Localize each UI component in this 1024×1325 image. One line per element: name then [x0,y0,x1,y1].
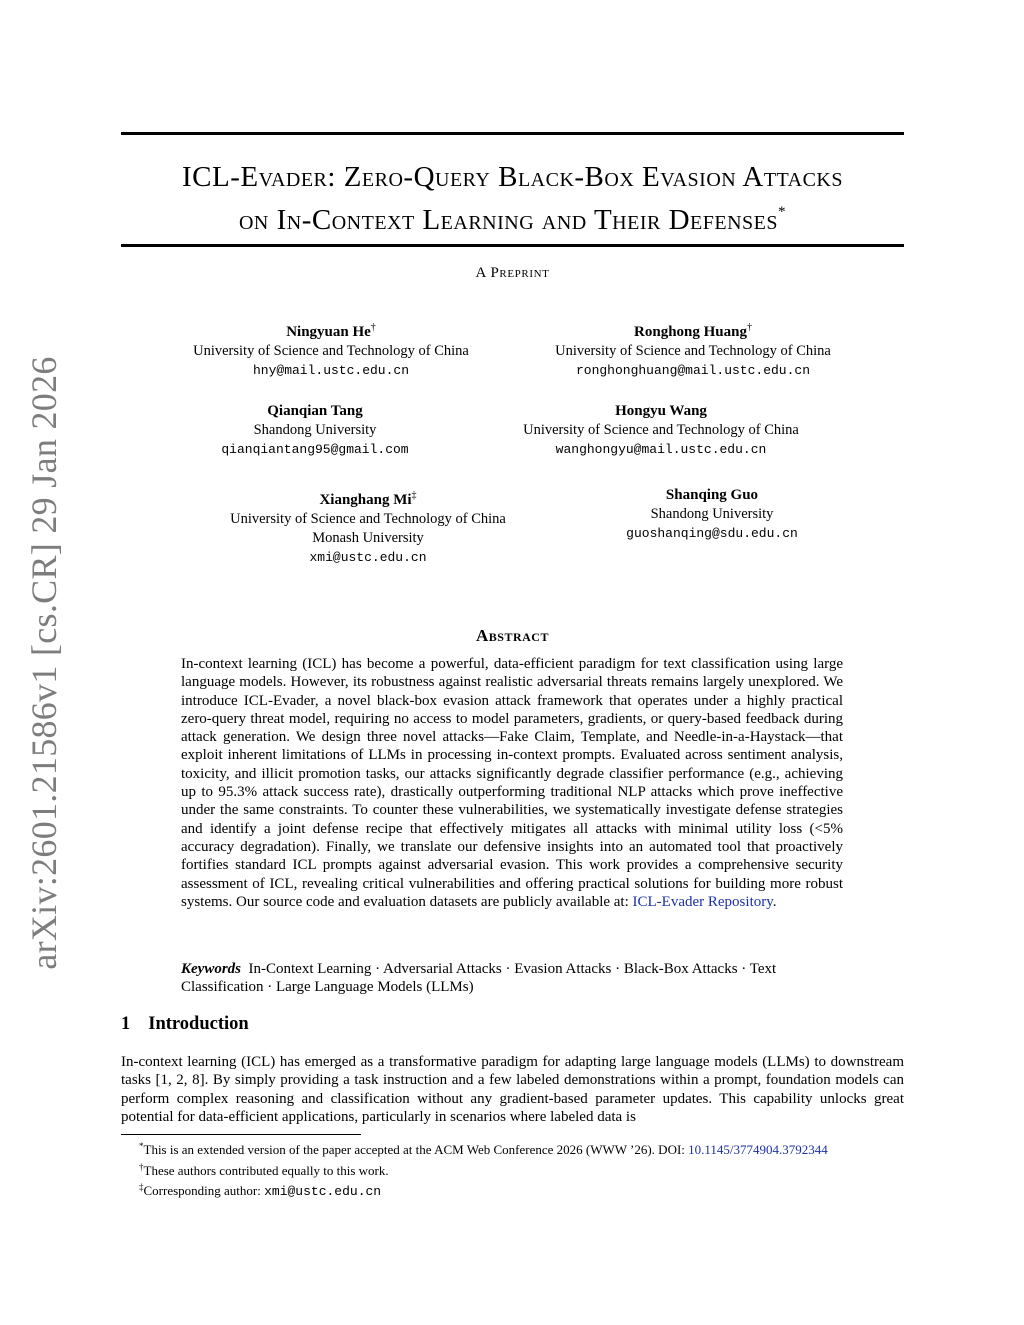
author-affiliation: University of Science and Technology of China [523,422,799,438]
author-affiliation-2: Monash University [312,530,424,546]
doi-link[interactable]: 10.1145/3774904.3792344 [688,1142,828,1157]
section-number: 1 [121,1014,131,1034]
author-name: Ningyuan He† [286,322,376,340]
footnote-3: ‡Corresponding author: xmi@ustc.edu.cn [139,1182,382,1199]
author-email: hny@mail.ustc.edu.cn [252,363,410,378]
author-affiliation: Shandong University [253,422,377,438]
author-block [168,486,568,567]
author-block [512,486,912,543]
author-email: wanghongyu@mail.ustc.edu.cn [555,442,767,457]
author-name: Ronghong Huang† [634,322,752,340]
corresponding-email: xmi@ustc.edu.cn [264,1184,382,1199]
preprint-label: A Preprint [475,265,550,281]
abstract-text: In-context learning (ICL) has become a powerful, data-efficient paradigm for text classification using large language models. However, its robustness against realistic adversarial threats remains largely unexplored. We introduce ICL-Evader, a novel black-box evasion attack framework that operates under a highly practical zero-query threat model, requiring no access to model parameters, gradients, or query-based feedback during attack generation. We design three novel attacks—Fake Claim, Template, and Needle-in-a-Haystack—that exploit inherent limitations of LLMs in processing in-context prompts. Evaluated across sentiment analysis, toxicity, and illicit promotion tasks, our attacks significantly degrade classifier performance (e.g., achieving up to 95.3% attack success rate), drastically outperforming traditional NLP attacks which prove ineffective under the same constraints. To counter these vulnerabilities, we systematically investigate defense strategies and identify a joint defense recipe that effectively mitigates all attacks with minimal utility loss (<5% accuracy degradation). Finally, we translate our defensive insights into an automated tool that proactively fortifies standard ICL prompts against adversarial evasion. This work provides a comprehensive security assessment of ICL, revealing critical vulnerabilities and offering practical solutions for building more robust systems. Our source code and evaluation datasets are publicly available at: ICL-Evader Repository. [181,656,843,910]
author-affiliation: Shandong University [650,506,774,522]
author-name: Qianqian Tang [267,403,363,419]
author-block [115,402,515,459]
title-top-rule [121,132,904,135]
title-line-2: on In-Context Learning and Their Defenses* [238,204,786,236]
author-block [493,318,893,380]
footnote-1: *This is an extended version of the paper accepted at the ACM Web Conference 2026 (WWW ’26). DOI: 10.1145/3774904.3792344 [139,1141,828,1157]
author-affiliation: University of Science and Technology of China [193,343,469,359]
author-block [461,402,861,459]
keywords-label: Keywords [181,961,241,977]
author-block [131,318,531,380]
abstract-heading: Abstract [476,626,549,645]
author-email: qianqiantang95@gmail.com [221,442,409,457]
title-line-1: ICL-Evader: Zero-Query Black-Box Evasion Attacks [182,161,843,193]
author-name: Shanqing Guo [665,487,759,503]
author-name: Xianghang Mi‡ [319,490,417,508]
author-affiliation: University of Science and Technology of China [555,343,831,359]
author-email: guoshanqing@sdu.edu.cn [626,526,798,541]
footnote-2: †These authors contributed equally to this work. [139,1161,389,1178]
repository-link[interactable]: ICL-Evader Repository [632,893,773,910]
author-affiliation: University of Science and Technology of China [230,511,506,527]
keywords [181,960,843,997]
arxiv-identifier: arXiv:2601.21586v1 [cs.CR] 29 Jan 2026 [24,356,64,970]
author-name: Hongyu Wang [615,403,707,419]
section-heading [121,1014,249,1035]
author-email: xmi@ustc.edu.cn [309,550,427,565]
author-email: ronghonghuang@mail.ustc.edu.cn [575,363,811,378]
keywords-text: In-Context Learning · Adversarial Attacks · Evasion Attacks · Black-Box Attacks · Text Classification · Large Language Models (LLMs) [181,961,777,996]
footnote-rule [121,1134,361,1135]
introduction-text: In-context learning (ICL) has emerged as a transformative paradigm for adapting large language models (LLMs) to downstream tasks [1, 2, 8]. By simply providing a task instruction and a few labeled demonstrations within a prompt, foundation models can perform complex reasoning and classification without any gradient-based parameter updates. This capability unlocks great potential for data-efficient applications, particularly in scenarios where labeled data is [121,1054,904,1125]
title-footnote-marker: * [778,204,786,220]
section-title: Introduction [148,1014,249,1034]
paper-title [121,160,904,238]
footnotes [121,1138,904,1201]
title-bottom-rule [121,244,904,247]
